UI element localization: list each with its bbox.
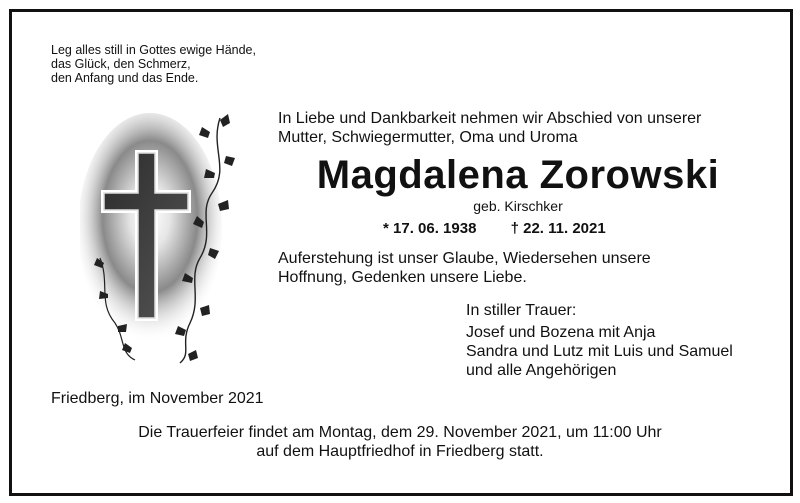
mourner-line: und alle Angehörigen — [466, 362, 617, 379]
poem-line: das Glück, den Schmerz, — [51, 57, 191, 71]
deceased-name: Magdalena Zorowski — [316, 153, 720, 197]
cross-with-ivy-icon — [80, 108, 255, 368]
funeral-info — [100, 423, 700, 461]
life-dates — [383, 220, 606, 238]
poem-line: Leg alles still in Gottes ewige Hände, — [51, 43, 256, 57]
mourner-line: Josef und Bozena mit Anja — [466, 324, 656, 341]
funeral-line: auf dem Hauptfriedhof in Friedberg statt. — [256, 443, 544, 460]
faith-line: Auferstehung ist unser Glaube, Wiedersehen unsere — [278, 250, 651, 267]
intro-line: In Liebe und Dankbarkeit nehmen wir Abschied von unserer — [278, 110, 702, 127]
poem — [51, 43, 256, 85]
birth-date: * 17. 06. 1938 — [383, 220, 477, 237]
intro-line: Mutter, Schwiegermutter, Oma und Uroma — [278, 129, 578, 146]
faith-line: Hoffnung, Gedenken unsere Liebe. — [278, 269, 527, 286]
mourners — [466, 301, 733, 380]
mourners-lead: In stiller Trauer: — [466, 302, 577, 319]
maiden-name: geb. Kirschker — [473, 198, 563, 214]
mourner-line: Sandra und Lutz mit Luis und Samuel — [466, 343, 733, 360]
funeral-line: Die Trauerfeier findet am Montag, dem 29. November 2021, um 11:00 Uhr — [138, 424, 662, 441]
intro-text — [278, 109, 701, 147]
death-date: † 22. 11. 2021 — [510, 220, 606, 237]
faith-text — [278, 249, 651, 287]
place-date: Friedberg, im November 2021 — [51, 390, 264, 407]
poem-line: den Anfang und das Ende. — [51, 71, 199, 85]
